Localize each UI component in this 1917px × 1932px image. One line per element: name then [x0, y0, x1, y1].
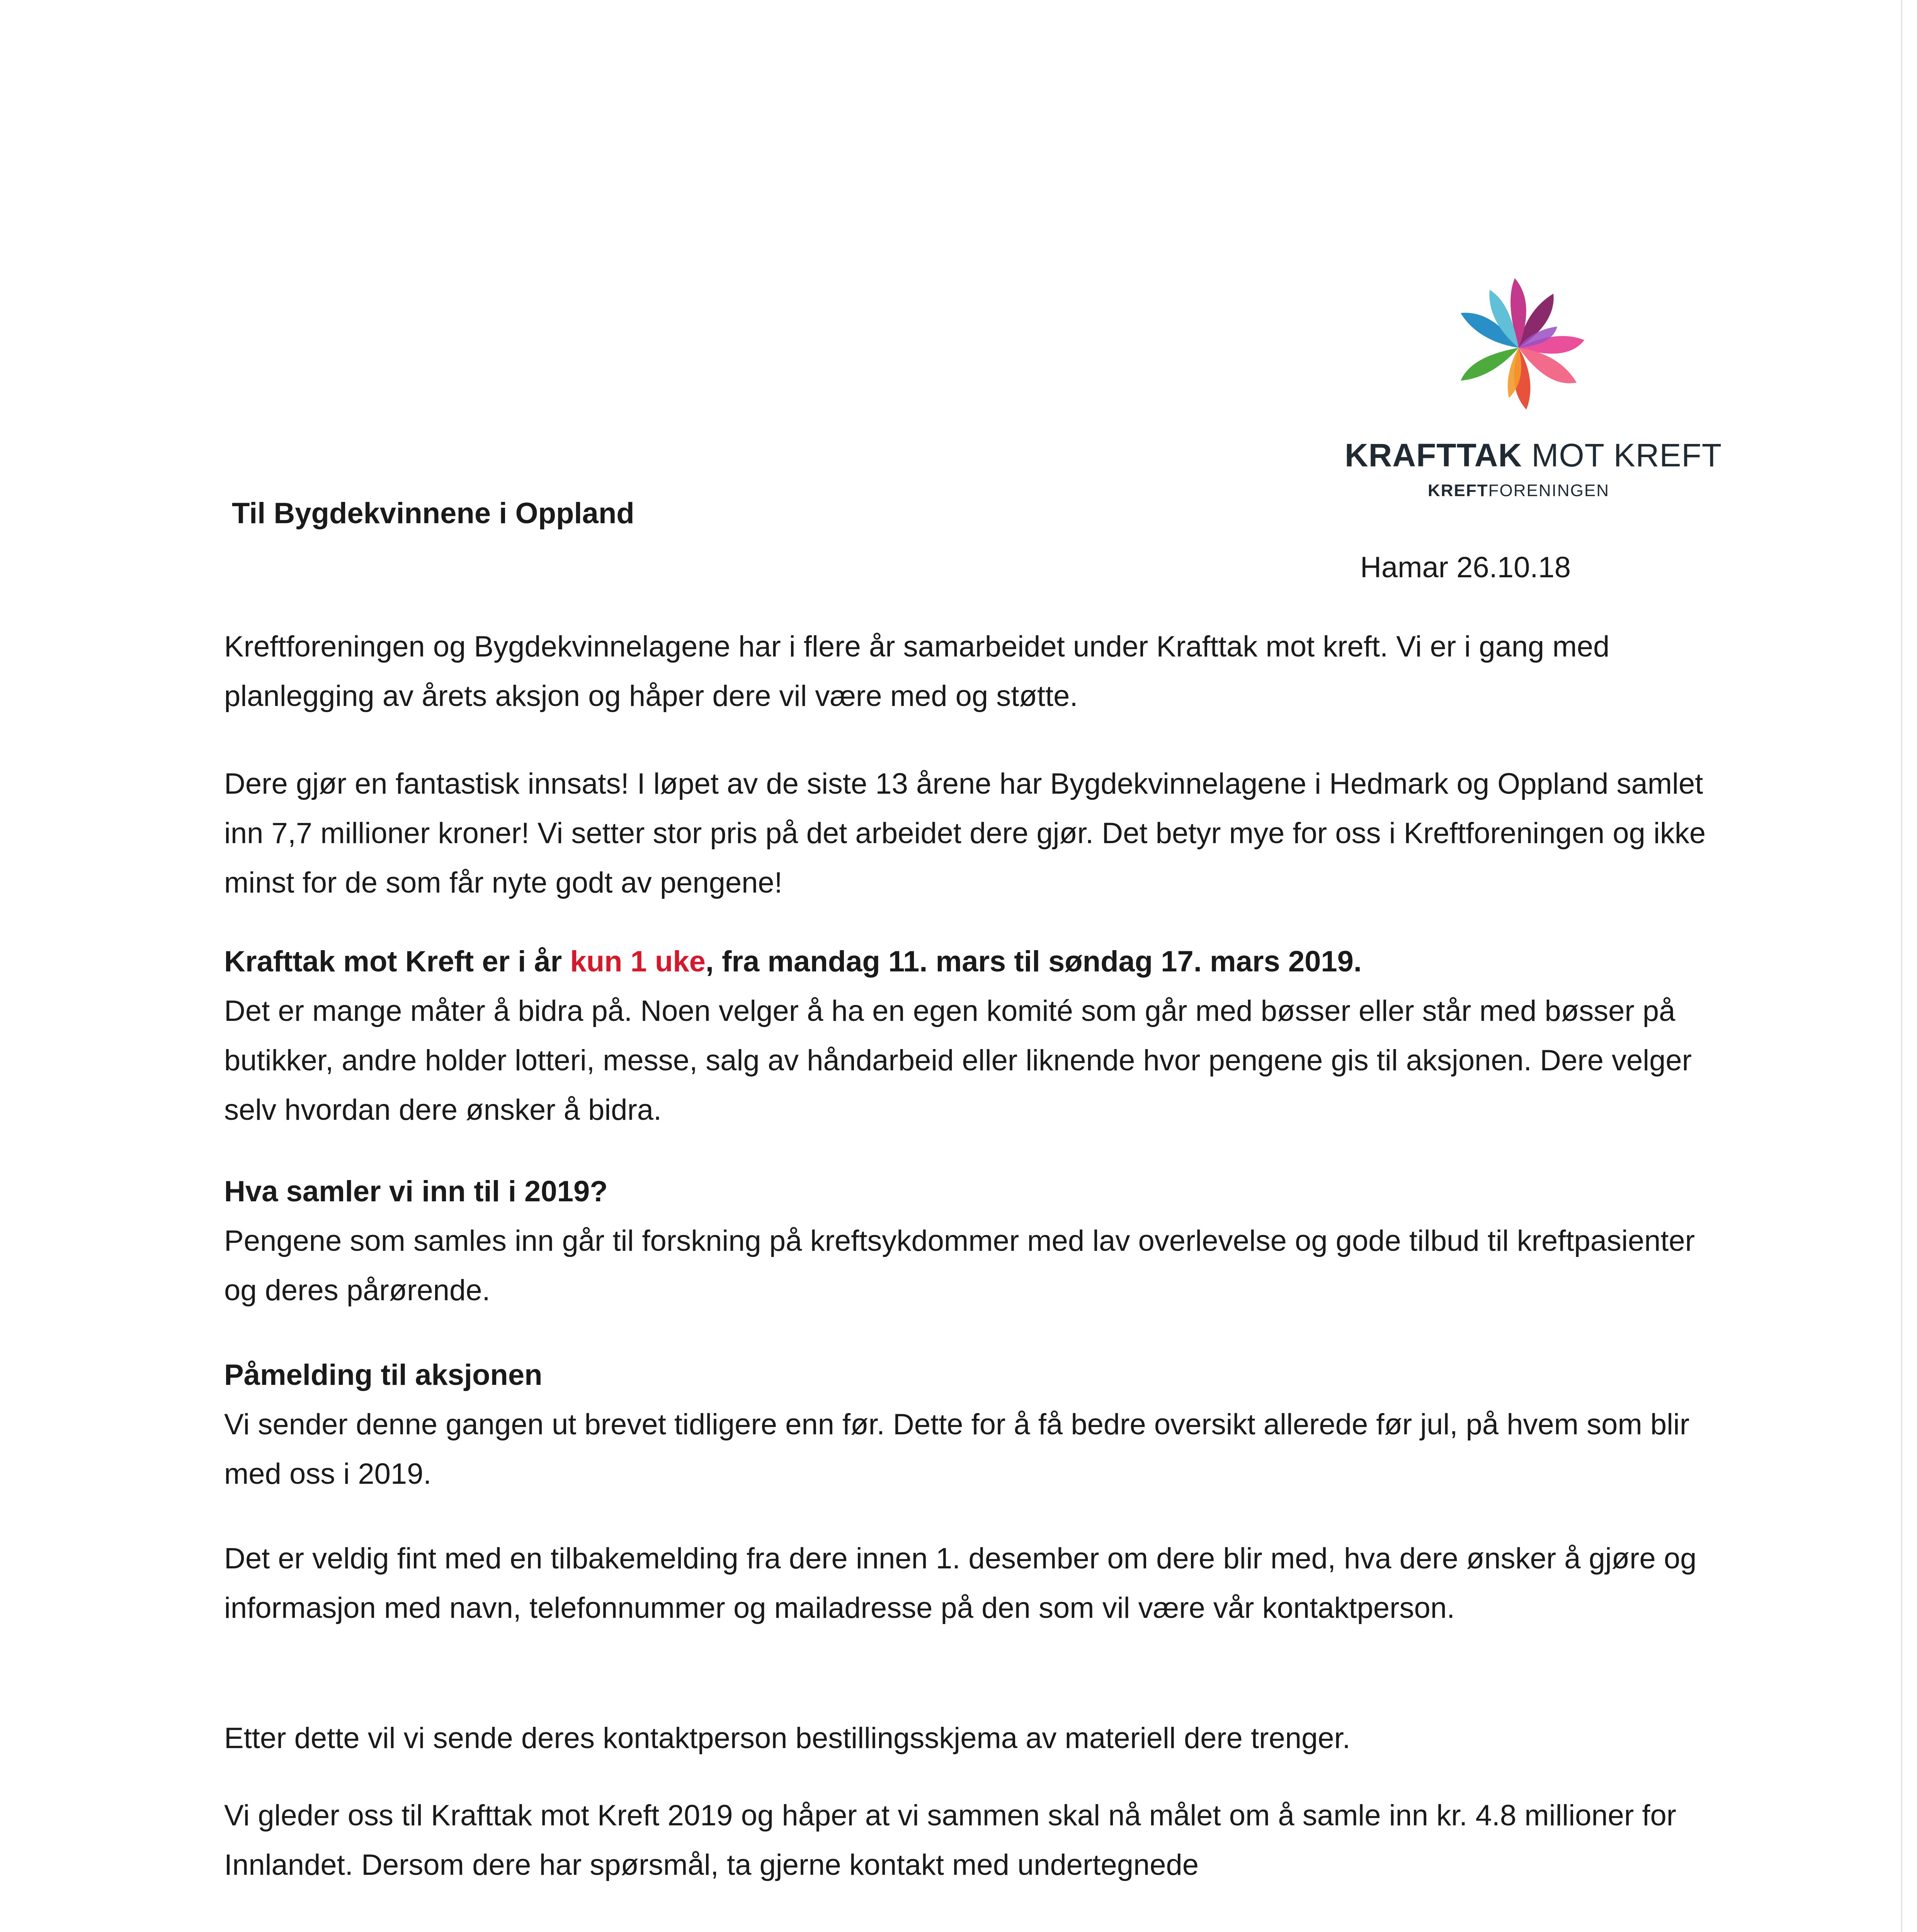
paragraph-text: Vi sender denne gangen ut brevet tidligere enn før. Dette for å få bedre oversikt allerede før jul, på hvem som blir med oss i 2019. — [224, 1408, 1690, 1490]
letter-recipient: Til Bygdekvinnene i Oppland — [232, 497, 634, 530]
paragraph-text: Pengene som samles inn går til forskning på kreftsykdommer med lav overlevelse og gode tilbud til kreftpasienter og deres pårørende. — [224, 1225, 1695, 1307]
paragraph-text: Kreftforeningen og Bygdekvinnelagene har i flere år samarbeidet under Krafttak mot kreft. Vi er i gang med planlegging av årets aksjon og håper dere vil være med og støtte. — [224, 630, 1610, 713]
paragraph-text: Dere gjør en fantastisk innsats! I løpet av de siste 13 årene har Bygdekvinnelagene i Hedmark og Oppland samlet inn 7,7 millioner kroner! Vi setter stor pris på det arbeidet dere gjør. Det betyr mye for oss i Kreftforeningen og ikke minst for de som får nyte godt av pengene! — [224, 767, 1706, 899]
paragraph-text: Det er mange måter å bidra på. Noen velger å ha en egen komité som går med bøsser eller står med bøsser på butikker, andre holder lotteri, messe, salg av håndarbeid eller liknende hvor pengene gis til aksjonen. Dere velger selv hvordan dere ønsker å bidra. — [224, 995, 1692, 1126]
paragraph-text: Vi gleder oss til Krafttak mot Kreft 2019 og håper at vi sammen skal nå målet om å samle inn kr. 4.8 millioner for Innlandet. Dersom dere har spørsmål, ta gjerne kontakt med undertegnede — [224, 1799, 1677, 1881]
paragraph-heading: Krafttak mot Kreft er i år kun 1 uke, fra mandag 11. mars til søndag 17. mars 2019. — [224, 945, 1362, 978]
paragraph-order — [224, 1714, 1716, 1763]
brand-name: KRAFTTAK MOT KREFT — [1345, 437, 1722, 473]
paragraph-purpose — [224, 1167, 1716, 1315]
brand-subtitle: KREFTFORENINGEN — [1427, 481, 1609, 500]
paragraph-campaign — [224, 937, 1716, 1135]
paragraph-heading: Påmelding til aksjonen — [224, 1359, 543, 1391]
paragraph-signup — [224, 1350, 1716, 1499]
paragraph-goal — [224, 1791, 1716, 1890]
brand-block — [1345, 437, 1722, 500]
paragraph-intro — [224, 622, 1716, 721]
paragraph-feedback — [224, 1534, 1716, 1633]
paragraph-heading: Hva samler vi inn til i 2019? — [224, 1175, 608, 1208]
letter-date: Hamar 26.10.18 — [1360, 551, 1571, 584]
paragraph-text: Etter dette vil vi sende deres kontaktperson bestillingsskjema av materiell dere trenger. — [224, 1722, 1351, 1755]
paragraph-thanks — [224, 759, 1716, 908]
page-edge — [1901, 0, 1902, 1932]
paragraph-text: Det er veldig fint med en tilbakemelding fra dere innen 1. desember om dere blir med, hva dere ønsker å gjøre og informasjon med navn, telefonnummer og mailadresse på den som vil være vår kontaktperson. — [224, 1542, 1697, 1624]
krafttak-logo-icon — [1437, 267, 1600, 429]
highlight-duration: kun 1 uke — [570, 945, 706, 978]
